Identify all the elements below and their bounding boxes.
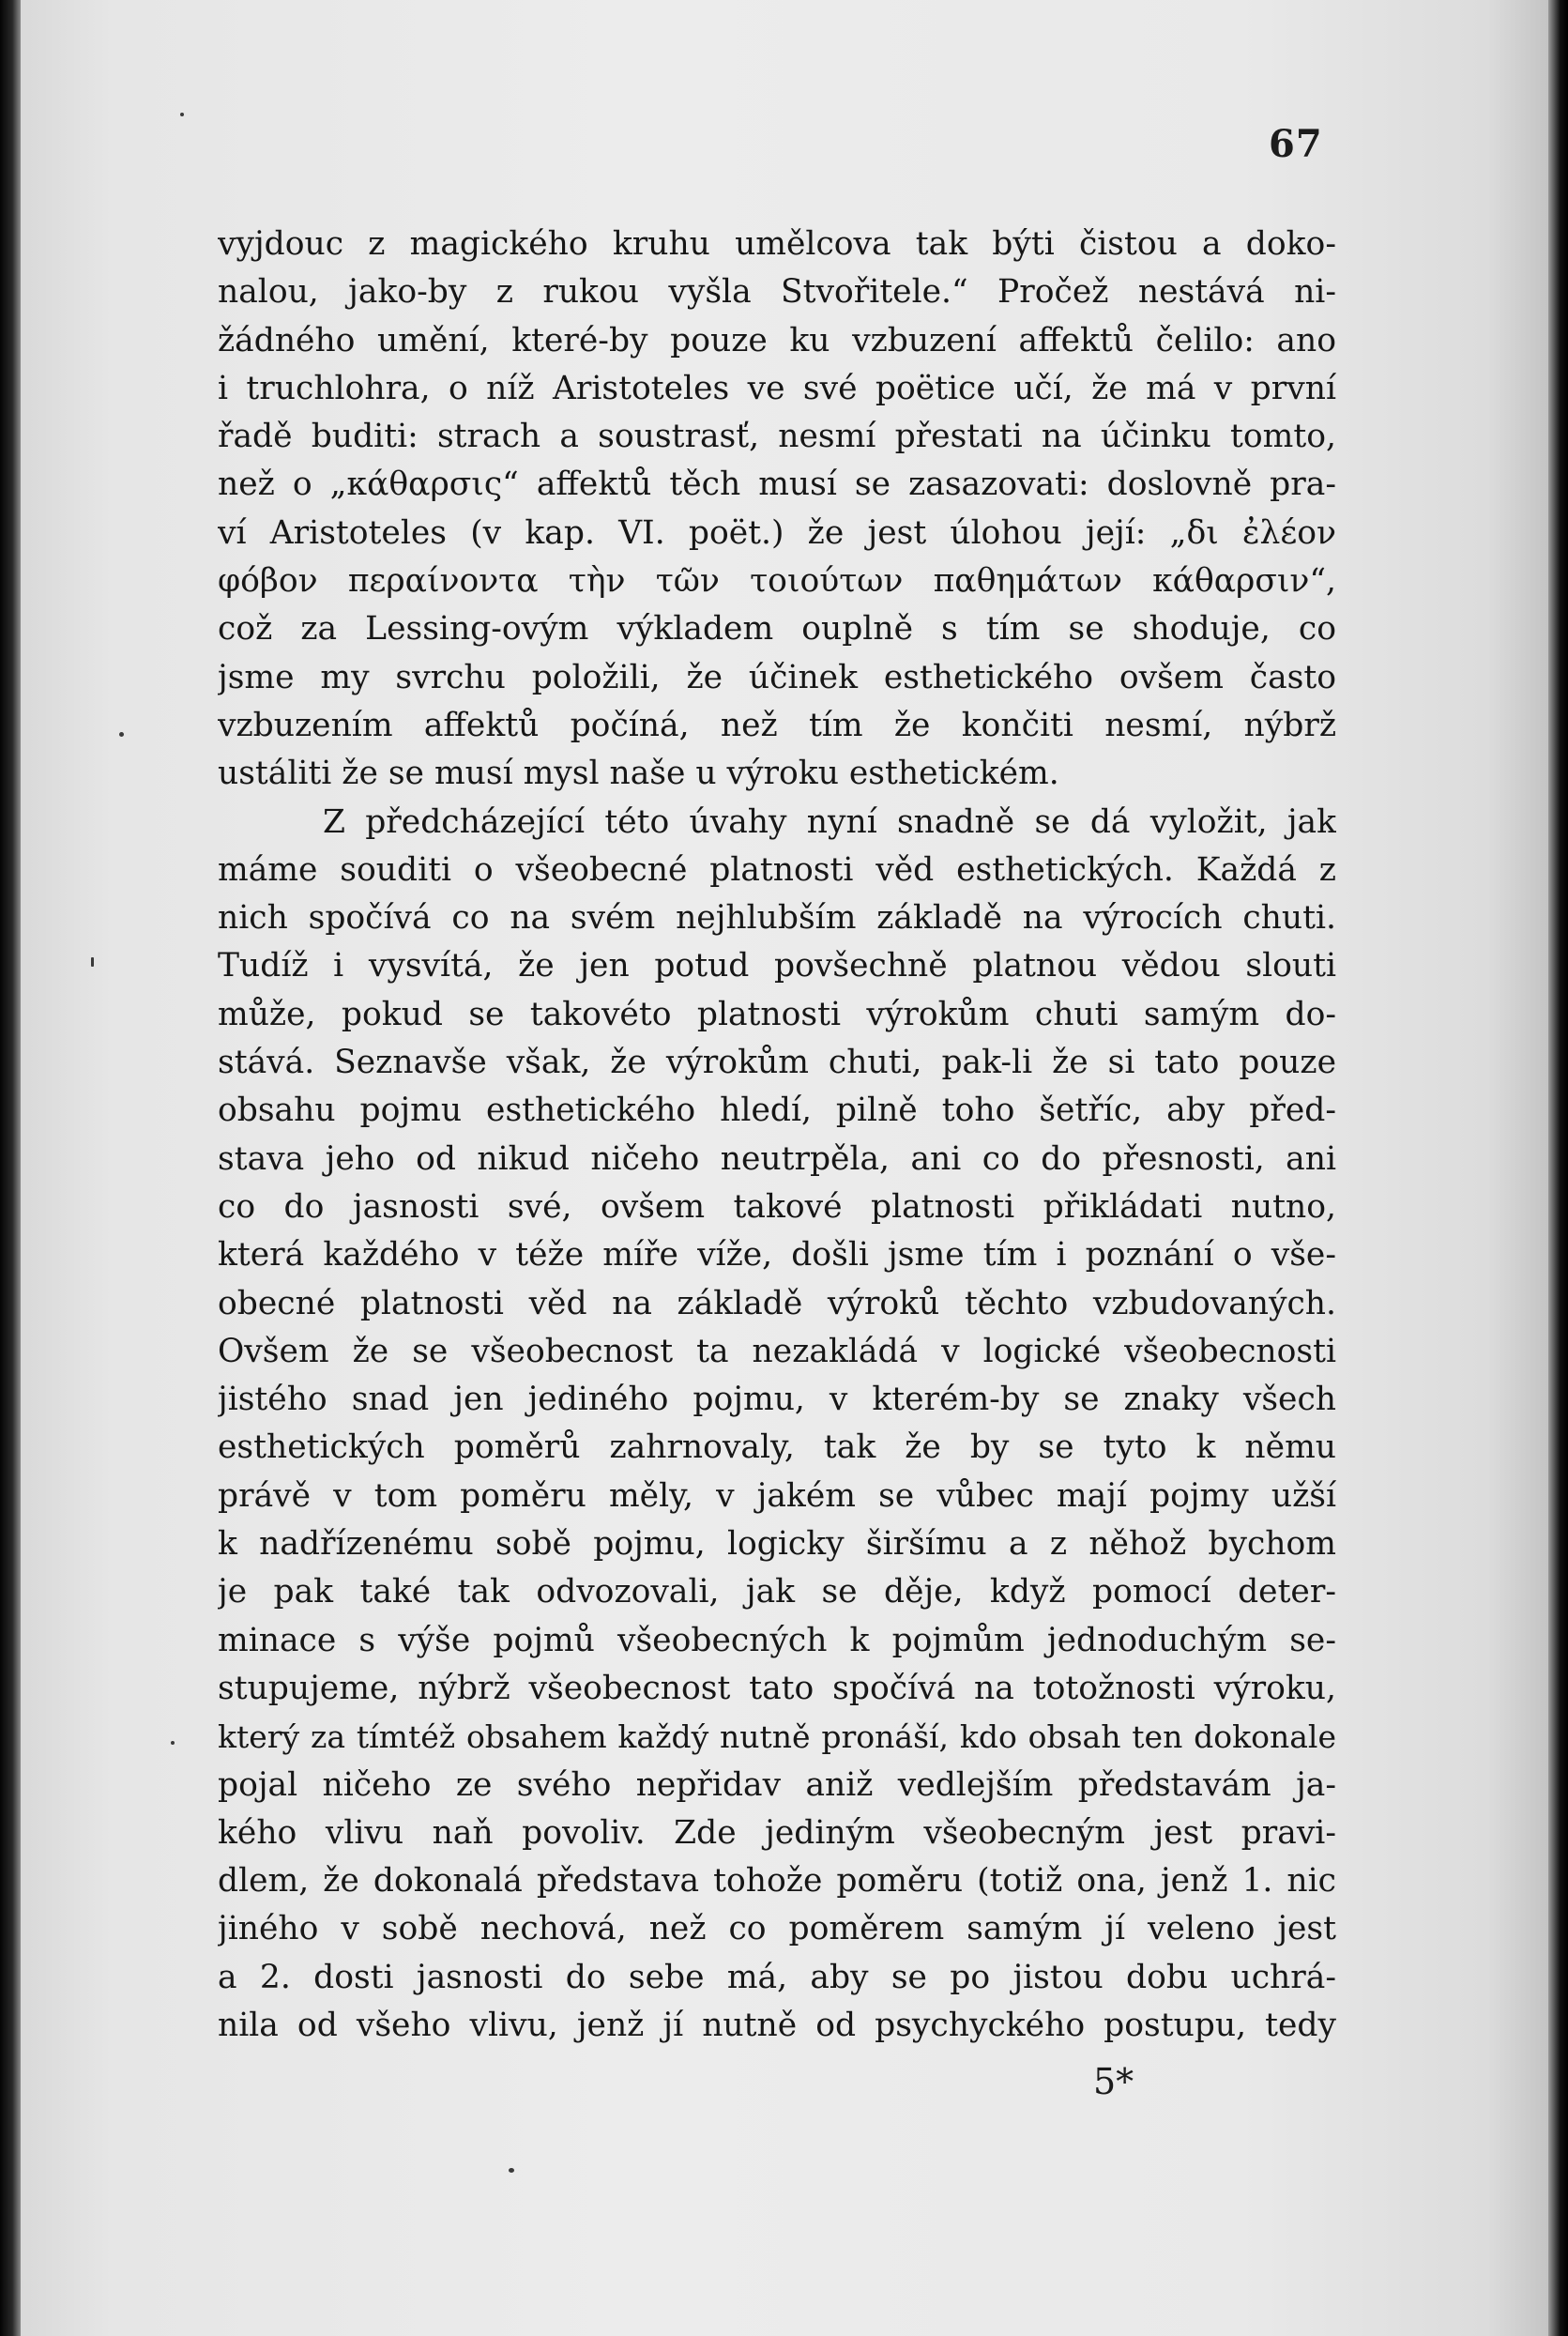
text-line: ustáliti že se musí mysl naše u výroku esthetickém.	[218, 755, 1059, 793]
paper-speck	[180, 113, 184, 116]
text-line: jiného v sobě nechová, než co poměrem samým jí veleno jest	[218, 1910, 1336, 1948]
text-line: žádného umění, které-by pouze ku vzbuzení affektů čelilo: ano	[218, 321, 1336, 359]
text-line: i truchlohra, o níž Aristoteles ve své poëtice učí, že má v první	[218, 369, 1336, 407]
text-line: stupujeme, nýbrž všeobecnost tato spočívá na totožnosti výroku,	[218, 1669, 1336, 1707]
text-line: než o „κάθαρσις“ affektů těch musí se zasazovati: doslovně pra-	[218, 466, 1336, 504]
page-number: 67	[1269, 122, 1323, 166]
text-line: řadě buditi: strach a soustrasť, nesmí přestati na účinku tomto,	[218, 418, 1336, 456]
text-line: může, pokud se takovéto platnosti výrokům chuti samým do-	[218, 995, 1336, 1033]
text-line: nich spočívá co na svém nejhlubším základě na výrocích chuti.	[218, 899, 1336, 938]
signature-mark: 5*	[1093, 2061, 1134, 2102]
text-line: máme souditi o všeobecné platnosti věd esthetických. Každá z	[218, 850, 1336, 889]
text-line: kého vlivu naň povoliv. Zde jediným všeobecným jest pravi-	[218, 1813, 1336, 1852]
text-line: pojal ničeho ze svého nepřidav aniž vedlejším představám ja-	[218, 1765, 1336, 1804]
text-line: ví Aristoteles (v kap. VI. poët.) že jest úlohou její: „δι ἐλέον	[218, 513, 1336, 552]
text-line: dlem, že dokonalá představa tohože poměru (totiž ona, jenž 1. nic	[218, 1862, 1336, 1901]
text-line: Z předcházející této úvahy nyní snadně se dá vyložit, jak	[323, 802, 1336, 841]
book-gutter-shadow	[0, 0, 21, 2336]
body-text	[218, 221, 1336, 2050]
text-line: stává. Seznavše však, že výrokům chuti, pak-li že si tato pouze	[218, 1044, 1336, 1082]
scan-right-edge	[1548, 0, 1568, 2336]
text-line: a 2. dosti jasnosti do sebe má, aby se po jistou dobu uchrá-	[218, 1958, 1336, 1996]
text-line: je pak také tak odvozovali, jak se děje, když pomocí deter-	[218, 1573, 1336, 1611]
paper-speck	[509, 2168, 514, 2173]
text-line: nalou, jako-by z rukou vyšla Stvořitele.“ Pročež nestává ni-	[218, 273, 1336, 312]
text-line: právě v tom poměru měly, v jakém se vůbec mají pojmy užší	[218, 1476, 1336, 1515]
text-line: Tudíž i vysvítá, že jen potud povšechně platnou vědou slouti	[218, 947, 1336, 985]
text-line: obsahu pojmu esthetického hledí, pilně toho šetříc, aby před-	[218, 1092, 1336, 1130]
text-line: což za Lessing-ovým výkladem ouplně s tím se shoduje, co	[218, 610, 1336, 649]
text-line: minace s výše pojmů všeobecných k pojmům jednoduchým se-	[218, 1621, 1336, 1659]
text-line: φόβον περαίνοντα τὴν τῶν τοιούτων παθημάτων κάθαρσιν“,	[218, 562, 1336, 601]
text-line: který za tímtéž obsahem každý nutně pronáší, kdo obsah ten dokonale	[218, 1718, 1336, 1756]
text-line: jistého snad jen jediného pojmu, v kterém-by se znaky všech	[218, 1381, 1336, 1419]
text-line: jsme my svrchu položili, že účinek esthetického ovšem často	[218, 658, 1336, 696]
text-line: vyjdouc z magického kruhu umělcova tak býti čistou a doko-	[218, 225, 1336, 263]
book-page	[21, 0, 1548, 2336]
text-line: vzbuzením affektů počíná, než tím že končiti nesmí, nýbrž	[218, 706, 1336, 744]
text-line: stava jeho od nikud ničeho neutrpěla, ani co do přesnosti, ani	[218, 1139, 1336, 1178]
text-line: která každého v téže míře víže, došli jsme tím i poznání o vše-	[218, 1236, 1336, 1275]
text-line: nila od všeho vlivu, jenž jí nutně od psychyckého postupu, tedy	[218, 2006, 1336, 2044]
paper-speck	[91, 957, 94, 967]
paper-speck	[171, 1741, 175, 1745]
text-line: Ovšem že se všeobecnost ta nezakládá v logické všeobecnosti	[218, 1332, 1336, 1370]
text-line: co do jasnosti své, ovšem takové platnosti přikládati nutno,	[218, 1187, 1336, 1226]
text-line: esthetických poměrů zahrnovaly, tak že by se tyto k němu	[218, 1428, 1336, 1467]
text-line: obecné platnosti věd na základě výroků těchto vzbudovaných.	[218, 1284, 1336, 1322]
paper-speck	[119, 732, 124, 737]
text-line: k nadřízenému sobě pojmu, logicky širšímu a z něhož bychom	[218, 1525, 1336, 1564]
